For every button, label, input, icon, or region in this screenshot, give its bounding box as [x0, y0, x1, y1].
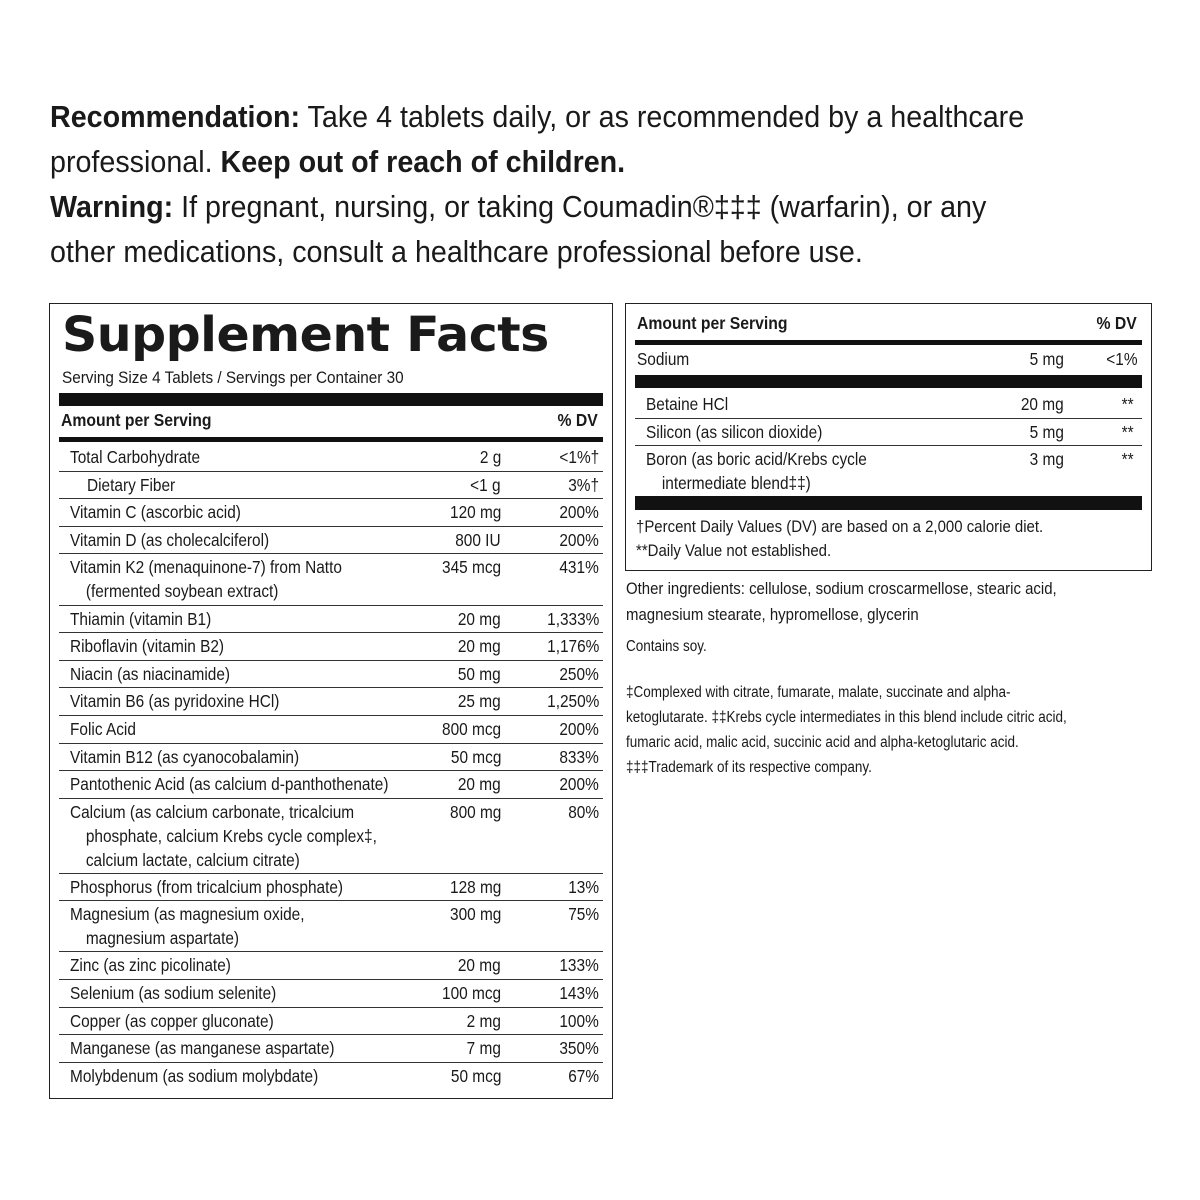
nutrient-name	[87, 473, 175, 497]
nutrient-table-2	[635, 390, 1142, 494]
nutrient-name-line: Thiamin (vitamin B1)	[70, 608, 212, 629]
nutrient-name	[70, 1064, 318, 1088]
warning-text: If pregnant, nursing, or taking Coumadin®‡‡‡ (warfarin), or any	[173, 190, 987, 224]
nutrient-name-line: Vitamin K2 (menaquinone-7) from Natto	[70, 557, 342, 578]
nutrient-dv: 75%	[568, 904, 599, 925]
contains-soy: Contains soy.	[626, 638, 707, 655]
warning-label: Warning:	[50, 190, 174, 224]
nutrient-name-line: Total Carbohydrate	[70, 447, 201, 467]
nutrient-dv: 133%	[559, 955, 599, 976]
nutrient-name-line: Copper (as copper gluconate)	[70, 1010, 274, 1031]
nutrient-dv: 200%	[559, 774, 599, 795]
nutrient-name-line: Selenium (as sodium selenite)	[70, 983, 277, 1003]
serving-size: Serving Size 4 Tablets / Servings per Container 30	[62, 368, 404, 387]
nutrient-row	[59, 687, 603, 716]
nutrient-row	[59, 443, 603, 472]
nutrient-name	[70, 717, 136, 741]
amount-per-serving-header-2: Amount per Serving	[637, 313, 788, 333]
amount-per-serving-header: Amount per Serving	[61, 410, 212, 430]
nutrient-row	[59, 1034, 603, 1063]
nutrient-amount: 800 mcg	[441, 719, 501, 739]
nutrient-dv: 200%	[559, 719, 599, 739]
nutrient-name-line: Vitamin D (as cholecalciferol)	[70, 529, 270, 550]
nutrient-amount: 800 IU	[455, 529, 501, 550]
nutrient-dv: 1,176%	[546, 636, 599, 657]
keep-out-warning: Keep out of reach of children.	[220, 145, 626, 179]
nutrient-row	[635, 445, 1142, 496]
nutrient-name	[70, 1036, 335, 1060]
thick-divider	[59, 393, 603, 406]
nutrient-name	[70, 607, 211, 631]
footnote-acids: fumaric acid, malic acid, succinic acid and alpha-ketoglutaric acid.	[626, 734, 1019, 751]
nutrient-dv: **	[1122, 394, 1134, 414]
nutrient-dv: 67%	[568, 1065, 599, 1086]
nutrient-name-line: Vitamin B6 (as pyridoxine HCl)	[70, 691, 280, 712]
nutrient-dv: 1,333%	[546, 608, 599, 629]
nutrient-row	[59, 743, 603, 772]
nutrient-row	[635, 418, 1142, 447]
nutrient-amount: 5 mg	[1029, 421, 1064, 442]
nutrient-dv: <1%	[1106, 349, 1138, 369]
nutrient-amount: 20 mg	[1021, 394, 1064, 414]
nutrient-dv: <1%†	[559, 447, 599, 467]
nutrient-row	[59, 553, 603, 605]
nutrient-name-line: Molybdenum (as sodium molybdate)	[70, 1065, 319, 1086]
nutrient-amount: 800 mg	[449, 801, 501, 822]
nutrient-amount: 25 mg	[458, 691, 501, 712]
nutrient-row	[59, 873, 603, 902]
nutrient-name-line: Betaine HCl	[646, 394, 729, 414]
thick-divider-3	[635, 496, 1142, 510]
dv-header-2: % DV	[1096, 313, 1137, 333]
nutrient-table	[59, 443, 603, 1098]
nutrient-dv: 200%	[559, 502, 599, 523]
nutrient-dv: 143%	[559, 983, 599, 1003]
thick-divider-2	[635, 375, 1142, 388]
nutrient-name	[70, 689, 279, 713]
nutrient-row	[59, 660, 603, 689]
supplement-facts-panel	[49, 303, 613, 1099]
nutrient-name-line: magnesium aspartate)	[85, 928, 240, 949]
nutrient-name	[70, 528, 269, 552]
label-instructions	[50, 95, 1084, 275]
nutrient-amount: 100 mcg	[441, 983, 501, 1003]
nutrient-amount: 2 g	[479, 447, 501, 467]
footnote-krebs: ketoglutarate. ‡‡Krebs cycle intermediates in this blend include citric acid,	[626, 709, 1067, 726]
nutrient-row	[59, 498, 603, 527]
nutrient-name	[70, 745, 299, 769]
nutrient-amount: 120 mg	[449, 502, 501, 523]
nutrient-name-line: Riboflavin (vitamin B2)	[70, 636, 225, 657]
nutrient-name-line: intermediate blend‡‡)	[661, 473, 811, 493]
nutrient-amount: 7 mg	[466, 1038, 501, 1059]
nutrient-dv: 100%	[559, 1010, 599, 1031]
nutrient-dv: 3%†	[568, 474, 599, 495]
nutrient-name-line: Boron (as boric acid/Krebs cycle	[646, 449, 867, 469]
nutrient-amount: 20 mg	[458, 608, 501, 629]
nutrient-name	[70, 445, 200, 469]
nutrient-amount: 50 mcg	[450, 746, 501, 767]
nutrient-amount: 20 mg	[458, 636, 501, 657]
nutrient-name-line: Silicon (as silicon dioxide)	[646, 421, 823, 442]
nutrient-dv: 431%	[559, 557, 599, 578]
dv-header: % DV	[557, 410, 598, 430]
nutrient-name	[70, 800, 377, 872]
nutrient-name-line: Folic Acid	[70, 719, 136, 739]
nutrient-name	[646, 392, 728, 416]
nutrient-row	[59, 1007, 603, 1036]
supplement-facts-title: Supplement Facts	[62, 307, 549, 363]
nutrient-amount: <1 g	[470, 474, 501, 495]
nutrient-name	[646, 420, 822, 444]
nutrient-name-line: Vitamin B12 (as cyanocobalamin)	[70, 746, 300, 767]
nutrient-dv: 350%	[559, 1038, 599, 1059]
nutrient-row	[59, 1062, 603, 1090]
sodium-row	[635, 345, 1142, 373]
nutrient-name	[70, 1009, 274, 1033]
nutrient-row	[59, 632, 603, 661]
nutrient-amount: 50 mcg	[450, 1065, 501, 1086]
dv-not-established-footnote: **Daily Value not established.	[636, 541, 832, 560]
nutrient-name-line: Vitamin C (ascorbic acid)	[70, 502, 241, 523]
nutrient-row	[59, 770, 603, 799]
nutrient-name-line: Magnesium (as magnesium oxide,	[70, 904, 305, 925]
medium-divider	[59, 437, 603, 442]
dv-footnote: †Percent Daily Values (DV) are based on a 2,000 calorie diet.	[636, 517, 1044, 536]
nutrient-amount: 5 mg	[1029, 349, 1064, 369]
warning-text-cont: other medications, consult a healthcare professional before use.	[50, 235, 863, 269]
nutrient-name-line: Manganese (as manganese aspartate)	[70, 1038, 335, 1059]
nutrient-dv: **	[1122, 449, 1134, 469]
nutrient-dv: 200%	[559, 529, 599, 550]
nutrient-dv: 80%	[568, 801, 599, 822]
nutrient-name-line: (fermented soybean extract)	[85, 581, 279, 602]
nutrient-name	[70, 555, 342, 603]
nutrient-row	[635, 390, 1142, 419]
nutrient-name: Sodium	[637, 349, 690, 369]
nutrient-row	[59, 798, 603, 874]
recommendation-text: Take 4 tablets daily, or as recommended by a healthcare	[300, 100, 1025, 134]
nutrient-name-line: Dietary Fiber	[87, 474, 176, 495]
nutrient-amount: 2 mg	[466, 1010, 501, 1031]
nutrient-name	[70, 953, 231, 977]
nutrient-amount: 20 mg	[458, 774, 501, 795]
nutrient-name-line: Calcium (as calcium carbonate, tricalcium	[70, 801, 355, 822]
nutrient-amount: 345 mcg	[441, 557, 501, 578]
nutrient-name	[70, 981, 276, 1005]
nutrient-name	[70, 662, 230, 686]
nutrient-name-line: Zinc (as zinc picolinate)	[70, 955, 231, 976]
nutrient-name-line: calcium lactate, calcium citrate)	[85, 849, 300, 870]
nutrient-row	[59, 900, 603, 952]
nutrient-name-line: Pantothenic Acid (as calcium d-panthothenate)	[70, 774, 389, 795]
nutrient-amount: 3 mg	[1029, 449, 1064, 469]
other-ingredients-line2: magnesium stearate, hypromellose, glycerin	[626, 605, 919, 624]
nutrient-name	[70, 634, 224, 658]
nutrient-row	[59, 715, 603, 744]
footnote-trademark: ‡‡‡Trademark of its respective company.	[626, 759, 872, 776]
supplement-facts-continued-panel	[625, 303, 1152, 571]
nutrient-name	[70, 875, 343, 899]
nutrient-amount: 50 mg	[458, 663, 501, 684]
nutrient-amount: 20 mg	[458, 955, 501, 976]
nutrient-dv: 250%	[559, 663, 599, 684]
nutrient-name	[646, 447, 867, 495]
nutrient-name-line: Niacin (as niacinamide)	[70, 663, 231, 684]
nutrient-name	[70, 902, 305, 950]
nutrient-dv: **	[1122, 421, 1134, 442]
recommendation-label: Recommendation:	[50, 100, 301, 134]
nutrient-row	[59, 951, 603, 980]
nutrient-dv: 1,250%	[546, 691, 599, 712]
nutrient-amount: 128 mg	[449, 876, 501, 897]
nutrient-row	[59, 979, 603, 1008]
nutrient-row	[59, 526, 603, 555]
nutrient-row	[59, 605, 603, 634]
nutrient-dv: 833%	[559, 746, 599, 767]
footnote-complexed: ‡Complexed with citrate, fumarate, malate, succinate and alpha-	[626, 684, 1011, 701]
recommendation-text-cont: professional.	[50, 145, 221, 179]
nutrient-name	[70, 772, 388, 796]
other-ingredients-line1: Other ingredients: cellulose, sodium croscarmellose, stearic acid,	[626, 579, 1057, 598]
nutrient-amount: 300 mg	[449, 904, 501, 925]
nutrient-name-line: phosphate, calcium Krebs cycle complex‡,	[85, 825, 377, 846]
nutrient-name-line: Phosphorus (from tricalcium phosphate)	[70, 876, 344, 897]
nutrient-name	[70, 500, 241, 524]
nutrient-dv: 13%	[568, 876, 599, 897]
nutrient-row	[59, 471, 603, 500]
